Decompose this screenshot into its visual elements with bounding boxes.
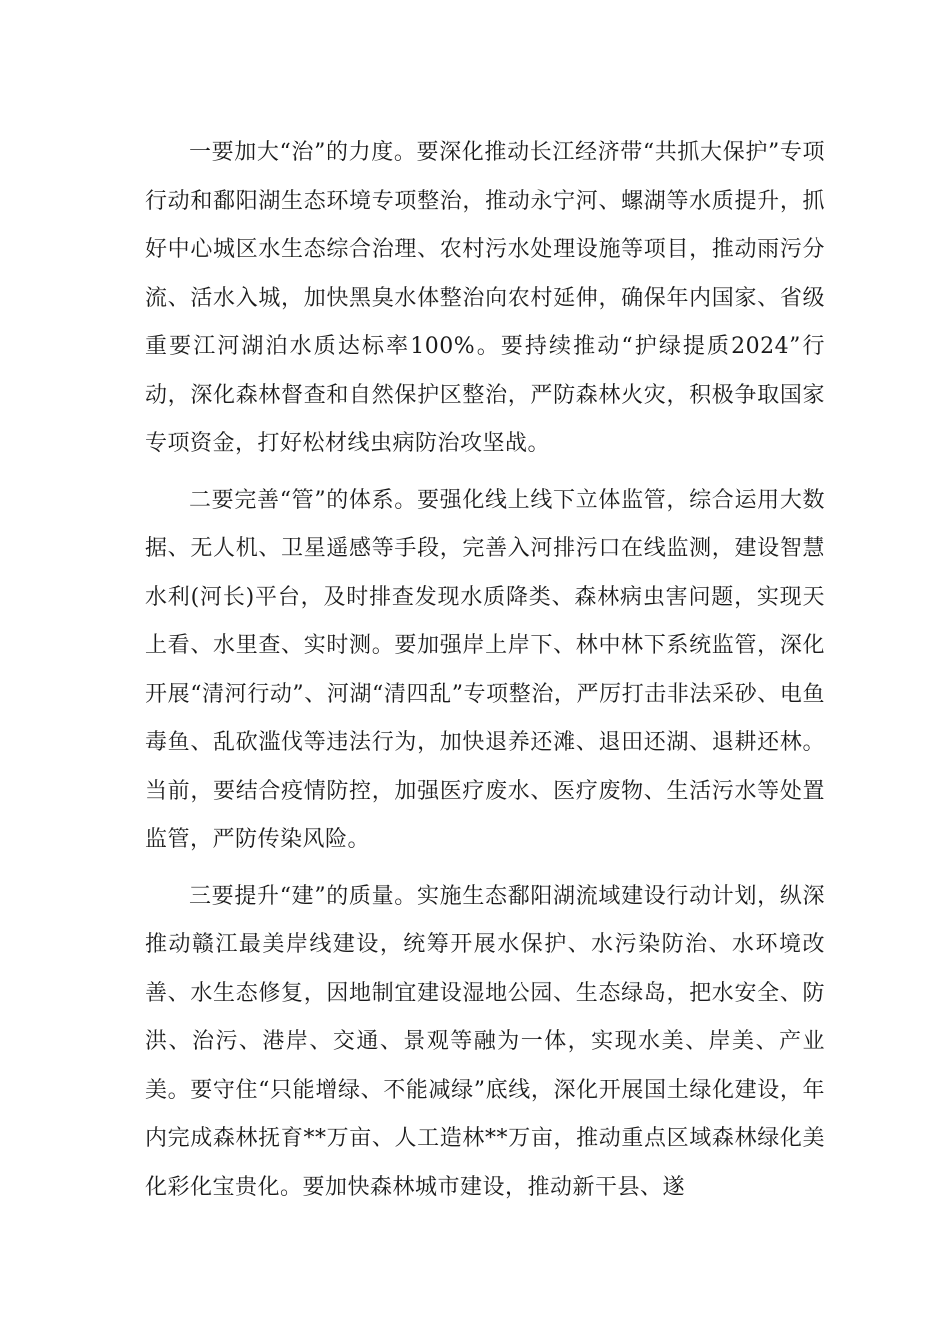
paragraph-construction: 三要提升“建”的质量。实施生态鄱阳湖流域建设行动计划，纵深推动赣江最美岸线建设，统筹开展水保护、水污染防治、水环境改善、水生态修复，因地制宜建设湿地公园、生态绿岛，把水安全、防洪、治污、港岸、交通、景观等融为一体，实现水美、岸美、产业美。要守住“只能增绿、不能减绿”底线，深化开展国土绿化建设，年内完成森林抚育**万亩、人工造林**万亩，推动重点区域森林绿化美化彩化宝贵化。要加快森林城市建设，推动新干县、遂	[145, 883, 825, 1200]
paragraph-management: 二要完善“管”的体系。要强化线上线下立体监管，综合运用大数据、无人机、卫星遥感等手段，完善入河排污口在线监测，建设智慧水利(河长)平台，及时排查发现水质降类、森林病虫害问题，实现天上看、水里查、实时测。要加强岸上岸下、林中林下系统监管，深化开展“清河行动”、河湖“清四乱”专项整治，严厉打击非法采砂、电鱼毒鱼、乱砍滥伐等违法行为，加快退养还滩、退田还湖、退耕还林。当前，要结合疫情防控，加强医疗废水、医疗废物、生活污水等处置监管，严防传染风险。	[145, 487, 825, 852]
document-body	[145, 129, 825, 1220]
paragraph-governance: 一要加大“治”的力度。要深化推动长江经济带“共抓大保护”专项行动和鄱阳湖生态环境专项整治，推动永宁河、螺湖等水质提升，抓好中心城区水生态综合治理、农村污水处理设施等项目，推动雨污分流、活水入城，加快黑臭水体整治向农村延伸，确保年内国家、省级重要江河湖泊水质达标率100%。要持续推动“护绿提质2024”行动，深化森林督查和自然保护区整治，严防森林火灾，积极争取国家专项资金，打好松材线虫病防治攻坚战。	[145, 140, 825, 456]
